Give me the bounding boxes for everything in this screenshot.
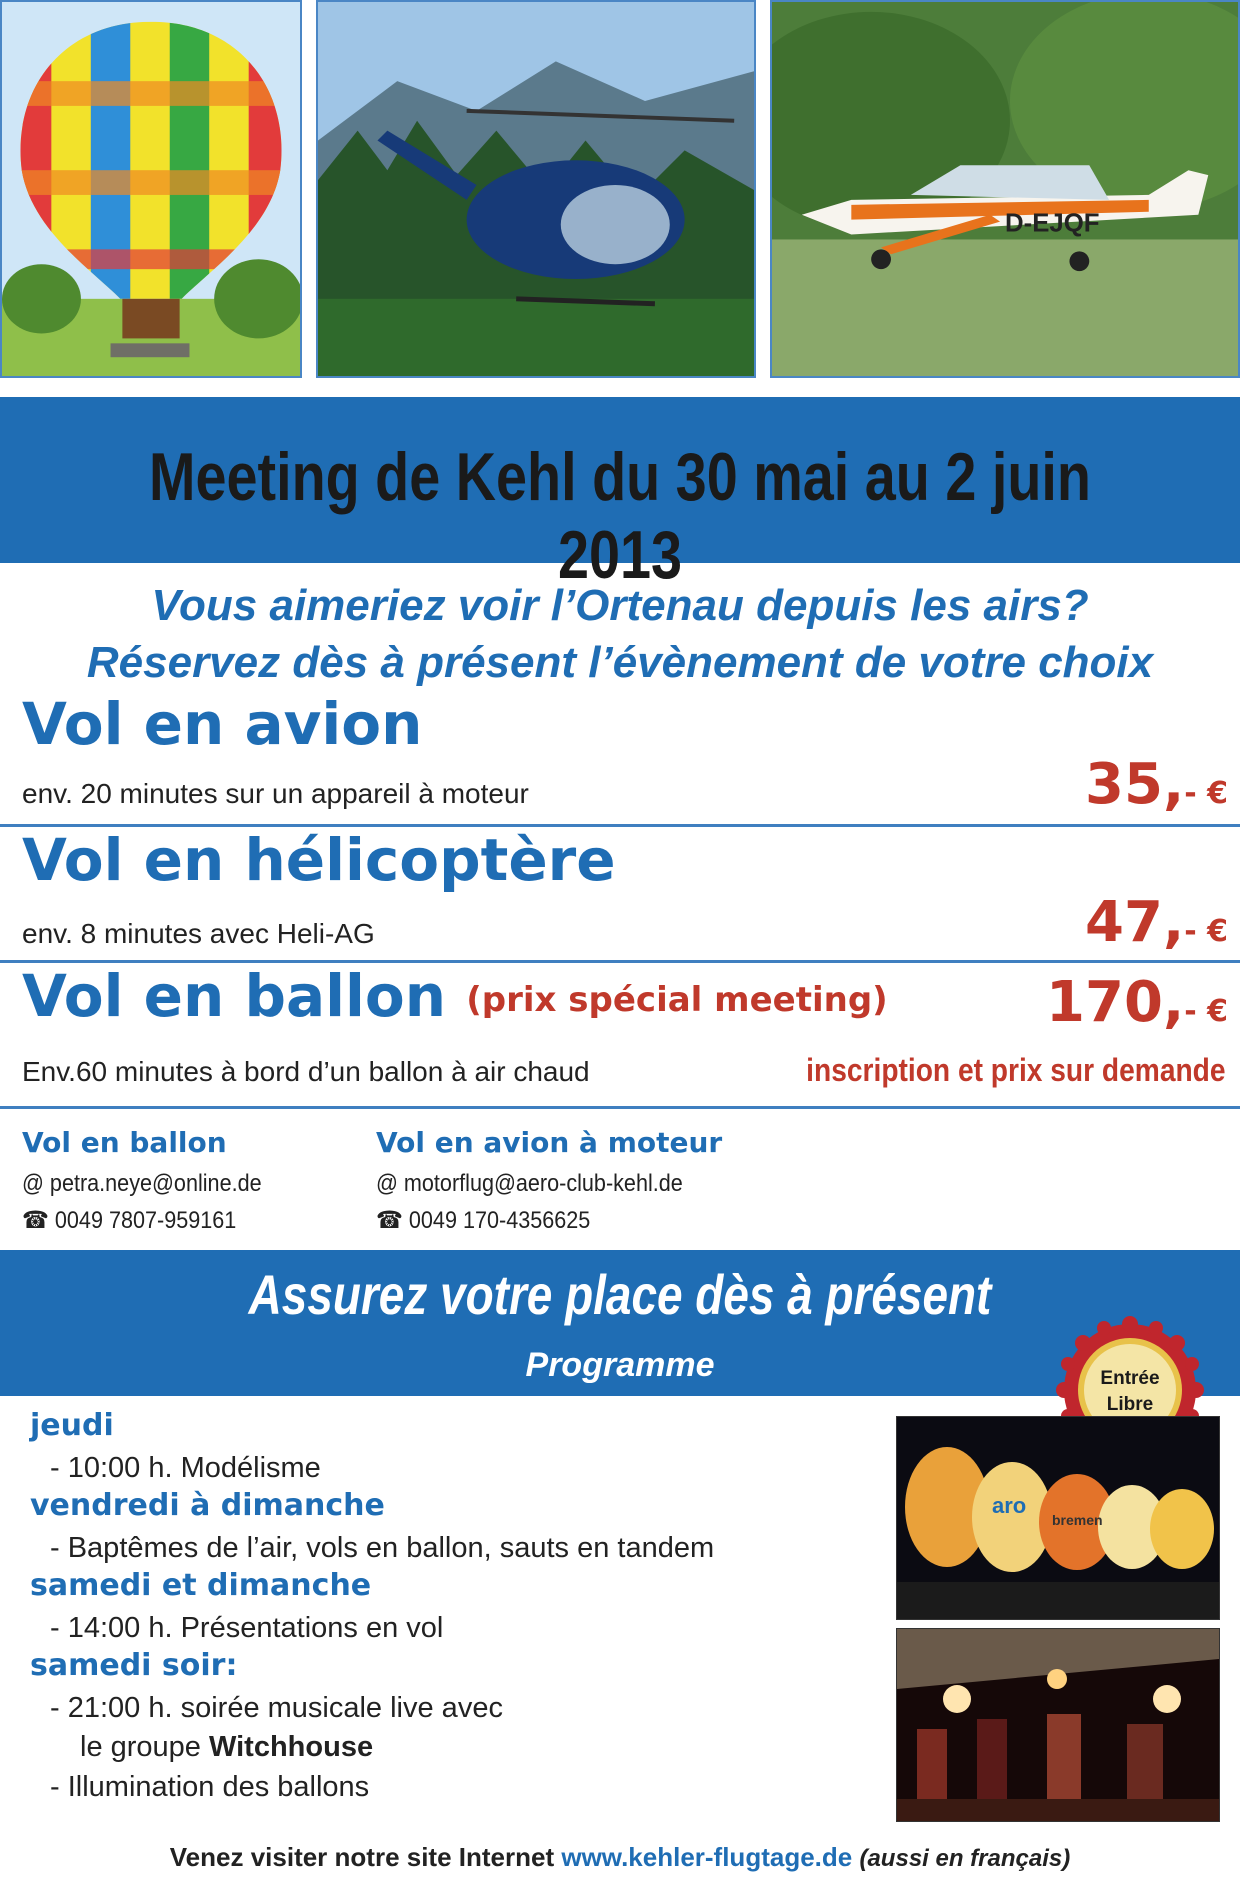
programme-day: jeudi xyxy=(30,1408,114,1443)
price-value: 35, xyxy=(1085,752,1185,817)
offer-title-avion: Vol en avion xyxy=(22,690,423,758)
programme-day: samedi soir: xyxy=(30,1648,238,1683)
programme-item: - Baptêmes de l’air, vols en ballon, sauts en tandem xyxy=(50,1532,715,1564)
programme-item: - 10:00 h. Modélisme xyxy=(50,1452,321,1484)
registration-note: inscription et prix sur demande xyxy=(806,1052,1226,1088)
offer-desc-ballon: Env.60 minutes à bord d’un ballon à air chaud xyxy=(22,1056,590,1087)
contact-heading-ballon: Vol en ballon xyxy=(22,1126,227,1159)
price-avion xyxy=(1085,752,1228,817)
programme-day: vendredi à dimanche xyxy=(30,1488,385,1523)
price-helicoptere xyxy=(1085,890,1228,955)
programme-day: samedi et dimanche xyxy=(30,1568,372,1603)
price-suffix: - € xyxy=(1184,994,1228,1029)
programme-item-band xyxy=(80,1731,373,1764)
phone-icon: ☎ xyxy=(376,1207,409,1234)
band-prefix: le groupe xyxy=(80,1731,201,1763)
night-balloons-photo xyxy=(896,1416,1220,1620)
badge-line-1: Entrée xyxy=(1100,1368,1160,1389)
programme-item: - 14:00 h. Présentations en vol xyxy=(50,1612,444,1644)
divider xyxy=(0,1106,1240,1109)
price-ballon xyxy=(1046,970,1228,1035)
programme-title: Programme xyxy=(525,1346,715,1384)
offer-desc-helicoptere: env. 8 minutes avec Heli-AG xyxy=(22,918,375,949)
balloon-text-a: aro xyxy=(992,1493,1027,1518)
page-title: Meeting de Kehl du 30 mai au 2 juin 2013 xyxy=(149,439,1091,593)
footer-text: Venez visiter notre site Internet xyxy=(169,1842,555,1872)
price-value: 47, xyxy=(1085,890,1185,955)
phone-number: 0049 170-4356625 xyxy=(408,1207,591,1234)
balloon-text-b: bremen xyxy=(1052,1512,1103,1528)
footer xyxy=(0,1842,1240,1873)
contact-phone-ballon[interactable] xyxy=(22,1206,236,1235)
band-name: Witchhouse xyxy=(209,1731,374,1763)
website-link[interactable]: www.kehler-flugtage.de xyxy=(561,1842,853,1872)
contact-email-ballon[interactable]: @ petra.neye@online.de xyxy=(22,1170,262,1197)
balloon-photo xyxy=(0,0,302,378)
footer-note: (aussi en français) xyxy=(859,1845,1071,1872)
contact-heading-avion: Vol en avion à moteur xyxy=(376,1126,723,1159)
price-value: 170, xyxy=(1046,970,1185,1035)
offer-desc-avion: env. 20 minutes sur un appareil à moteur xyxy=(22,778,529,809)
offer-title-helicoptere: Vol en hélicoptère xyxy=(22,826,616,894)
intro-line-2: Réservez dès à présent l’évènement de votre choix xyxy=(86,638,1154,687)
contact-email-avion[interactable]: @ motorflug@aero-club-kehl.de xyxy=(376,1170,683,1197)
contact-phone-avion[interactable] xyxy=(376,1206,590,1235)
airplane-photo xyxy=(770,0,1240,378)
concert-photo xyxy=(896,1628,1220,1822)
offer-title-ballon xyxy=(22,962,888,1030)
programme-item: - 21:00 h. soirée musicale live avec xyxy=(50,1692,503,1724)
phone-number: 0049 7807-959161 xyxy=(54,1207,237,1234)
plane-registration-text: D-EJQF xyxy=(1005,209,1100,238)
intro-line-1: Vous aimeriez voir l’Ortenau depuis les airs? xyxy=(151,581,1089,630)
phone-icon: ☎ xyxy=(22,1207,55,1234)
programme-item: - Illumination des ballons xyxy=(50,1771,370,1803)
offer-title-ballon-text: Vol en ballon xyxy=(22,962,447,1030)
price-suffix: - € xyxy=(1184,776,1228,811)
special-price-note: (prix spécial meeting) xyxy=(466,979,888,1020)
cta-text: Assurez votre place dès à présent xyxy=(248,1263,992,1326)
helicopter-photo xyxy=(316,0,756,378)
badge-line-2: Libre xyxy=(1106,1394,1154,1415)
price-suffix: - € xyxy=(1184,914,1228,949)
